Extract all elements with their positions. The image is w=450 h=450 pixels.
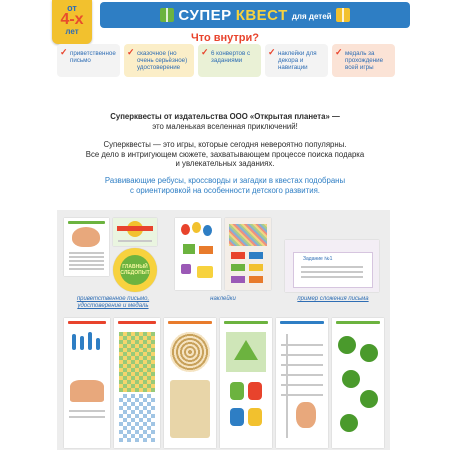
- whats-inside-label: Что внутри?: [191, 32, 259, 44]
- welcome-letter-image: [64, 218, 109, 276]
- caption-stickers: наклейки: [210, 296, 236, 302]
- contents-card-stickers: [265, 44, 328, 77]
- caption-envelope: пример сложения письма: [297, 296, 369, 302]
- intro-rest: это маленькая вселенная приключений!: [152, 121, 298, 131]
- card-label: приветственное письмо: [70, 50, 116, 65]
- card-label: медаль за прохождение всей игры: [345, 50, 384, 72]
- medal-image: [113, 248, 157, 292]
- product-gallery: [57, 210, 390, 450]
- task-page-coloring: [114, 318, 160, 448]
- brand-title: [100, 2, 410, 28]
- envelope-image: [285, 240, 379, 292]
- check-icon: ✓: [201, 47, 209, 57]
- title-word-super: СУПЕР: [178, 6, 232, 24]
- check-icon: ✓: [127, 47, 135, 57]
- description-line: и увлекательных заданиях.: [175, 159, 275, 169]
- description-paragraph: [40, 140, 410, 169]
- intro-paragraph: [40, 112, 410, 131]
- check-icon: ✓: [60, 47, 68, 57]
- age-badge-top: от: [67, 3, 77, 13]
- description-line: Все дело в интригующем сюжете, захватывающем процессе поиска подарка: [85, 149, 365, 159]
- card-label: наклейки для декора и навигации: [278, 50, 317, 72]
- contents-card-medal: [332, 44, 395, 77]
- contents-card-letter: [57, 44, 120, 77]
- whats-inside-heading: [0, 32, 450, 44]
- age-badge-number: 4-х: [60, 11, 84, 28]
- gift-icon: [336, 8, 350, 22]
- check-icon: ✓: [335, 47, 343, 57]
- task-page-trees: [332, 318, 384, 448]
- gift-icon: [160, 8, 174, 22]
- age-badge-bottom: лет: [65, 27, 79, 36]
- task-page-counting: [64, 318, 110, 448]
- description-line: Суперквесты — это игры, которые сегодня невероятно популярны.: [103, 140, 347, 149]
- contents-card-envelopes: [198, 44, 261, 77]
- caption-letter-line2: удостоверение и медаль: [77, 303, 149, 309]
- card-label: 6 конвертов с заданиями: [211, 50, 251, 65]
- development-paragraph: [40, 176, 410, 195]
- task-page-ladder: [276, 318, 328, 448]
- contents-card-certificate: [124, 44, 194, 77]
- stickers-arrows-image: [225, 218, 271, 290]
- intro-bold: Суперквесты от издательства ООО «Открытая планета» —: [110, 112, 340, 121]
- card-label: сказочное (но очень серьёзное) удостоверение: [137, 50, 188, 72]
- title-word-quest: КВЕСТ: [235, 6, 288, 24]
- task-page-camping: [220, 318, 272, 448]
- development-line: с ориентировкой на особенности детского развития.: [130, 185, 320, 195]
- check-icon: ✓: [268, 47, 276, 57]
- stickers-sheet-image: [175, 218, 221, 290]
- task-page-maze: [164, 318, 216, 448]
- caption-letter: [59, 296, 167, 310]
- certificate-image: [113, 218, 157, 246]
- title-suffix: для детей: [291, 12, 332, 21]
- development-line: Развивающие ребусы, кроссворды и загадки в квестах подобраны: [104, 176, 346, 185]
- caption-letter-line1: приветственное письмо,: [76, 296, 150, 302]
- envelope-text: Задание №1: [303, 256, 333, 262]
- medal-text: ГЛАВНЫЙ СЛЕДОПЫТ: [120, 255, 150, 285]
